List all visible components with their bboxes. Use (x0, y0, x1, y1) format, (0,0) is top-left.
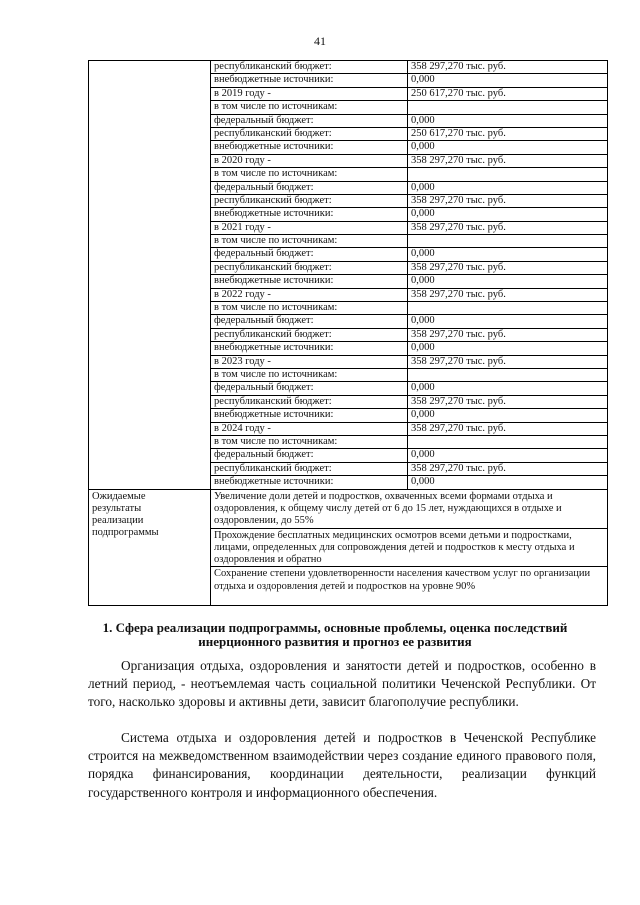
paragraph-2: Система отдыха и оздоровления детей и подростков в Чеченской Республике строится на межведомственном взаимодействии через создание единого правового поля, порядка финансирования, координации деятельности, реализации функций государственного контроля и информационного обеспечения. (88, 730, 596, 800)
budget-item-label: федеральный бюджет: (211, 114, 408, 127)
budget-item-value: 358 297,270 тыс. руб. (408, 194, 608, 207)
budget-item-value: 0,000 (408, 181, 608, 194)
paragraph-1: Организация отдыха, оздоровления и занятости детей и подростков, особенно в летний период, - неотъемлемая часть социальной политики Чеченской Республики. От того, насколько здоровы и активны дети, зависит благополучие республики. (88, 658, 596, 710)
budget-item-label: в 2024 году - (211, 422, 408, 435)
budget-item-label: в 2022 году - (211, 288, 408, 301)
budget-item-value: 358 297,270 тыс. руб. (408, 395, 608, 408)
budget-item-value: 0,000 (408, 141, 608, 154)
budget-item-label: в том числе по источникам: (211, 435, 408, 448)
budget-item-label: республиканский бюджет: (211, 395, 408, 408)
budget-item-value: 0,000 (408, 275, 608, 288)
budget-item-value: 0,000 (408, 208, 608, 221)
budget-item-value: 0,000 (408, 74, 608, 87)
budget-item-value: 0,000 (408, 114, 608, 127)
budget-item-value: 358 297,270 тыс. руб. (408, 462, 608, 475)
expected-result-row (89, 489, 608, 528)
budget-item-label: в том числе по источникам: (211, 368, 408, 381)
budget-item-value (408, 101, 608, 114)
budget-row (89, 61, 608, 74)
budget-item-value: 358 297,270 тыс. руб. (408, 221, 608, 234)
budget-item-value: 358 297,270 тыс. руб. (408, 261, 608, 274)
budget-item-value: 0,000 (408, 409, 608, 422)
budget-item-value: 358 297,270 тыс. руб. (408, 154, 608, 167)
budget-item-label: федеральный бюджет: (211, 382, 408, 395)
budget-item-label: республиканский бюджет: (211, 462, 408, 475)
budget-label-cell (89, 61, 211, 490)
budget-item-label: республиканский бюджет: (211, 261, 408, 274)
budget-item-label: внебюджетные источники: (211, 74, 408, 87)
section-heading: 1. Сфера реализации подпрограммы, основные проблемы, оценка последствий инерционного развития и прогноз ее развития (102, 620, 568, 649)
budget-item-value: 0,000 (408, 248, 608, 261)
budget-item-label: в том числе по источникам: (211, 235, 408, 248)
budget-item-label: в том числе по источникам: (211, 101, 408, 114)
budget-item-value: 0,000 (408, 342, 608, 355)
budget-item-label: внебюджетные источники: (211, 342, 408, 355)
budget-item-value (408, 368, 608, 381)
page-number: 41 (314, 34, 326, 48)
budget-item-value: 0,000 (408, 315, 608, 328)
budget-item-label: в том числе по источникам: (211, 168, 408, 181)
budget-item-label: федеральный бюджет: (211, 181, 408, 194)
budget-item-value: 0,000 (408, 382, 608, 395)
budget-item-label: в 2023 году - (211, 355, 408, 368)
expected-result-text: Увеличение доли детей и подростков, охваченных всеми формами отдыха и оздоровления, к общему числу детей от 6 до 15 лет, нуждающихся в отдыхе и оздоровлении, до 55% (211, 489, 608, 528)
budget-item-label: внебюджетные источники: (211, 208, 408, 221)
budget-item-value: 250 617,270 тыс. руб. (408, 87, 608, 100)
budget-item-label: в том числе по источникам: (211, 302, 408, 315)
budget-item-label: в 2019 году - (211, 87, 408, 100)
budget-item-value (408, 302, 608, 315)
budget-item-value: 358 297,270 тыс. руб. (408, 288, 608, 301)
budget-item-value (408, 435, 608, 448)
budget-item-label: внебюджетные источники: (211, 275, 408, 288)
budget-item-label: республиканский бюджет: (211, 61, 408, 74)
budget-item-value: 358 297,270 тыс. руб. (408, 355, 608, 368)
budget-item-value: 0,000 (408, 476, 608, 489)
budget-item-value: 358 297,270 тыс. руб. (408, 422, 608, 435)
budget-item-value: 358 297,270 тыс. руб. (408, 328, 608, 341)
budget-item-label: в 2020 году - (211, 154, 408, 167)
budget-item-label: федеральный бюджет: (211, 315, 408, 328)
budget-item-label: федеральный бюджет: (211, 248, 408, 261)
budget-item-label: федеральный бюджет: (211, 449, 408, 462)
budget-item-label: республиканский бюджет: (211, 127, 408, 140)
table-body (89, 61, 608, 606)
budget-item-value: 250 617,270 тыс. руб. (408, 127, 608, 140)
expected-result-text: Прохождение бесплатных медицинских осмотров всеми детьми и подростками, лицами, определенных для сопровождения детей и подростков к месту отдыха и оздоровления и обратно (211, 528, 608, 567)
expected-results-label: Ожидаемые результаты реализации подпрограммы (89, 489, 211, 606)
budget-item-value: 0,000 (408, 449, 608, 462)
budget-item-label: внебюджетные источники: (211, 141, 408, 154)
budget-item-label: внебюджетные источники: (211, 409, 408, 422)
budget-item-value: 358 297,270 тыс. руб. (408, 61, 608, 74)
budget-item-label: в 2021 году - (211, 221, 408, 234)
budget-item-value (408, 168, 608, 181)
budget-item-value (408, 235, 608, 248)
budget-item-label: республиканский бюджет: (211, 194, 408, 207)
budget-item-label: республиканский бюджет: (211, 328, 408, 341)
budget-item-label: внебюджетные источники: (211, 476, 408, 489)
program-passport-table (88, 60, 608, 606)
expected-result-text: Сохранение степени удовлетворенности населения качеством услуг по организации отдыха и оздоровления детей и подростков на уровне 90% (211, 567, 608, 606)
